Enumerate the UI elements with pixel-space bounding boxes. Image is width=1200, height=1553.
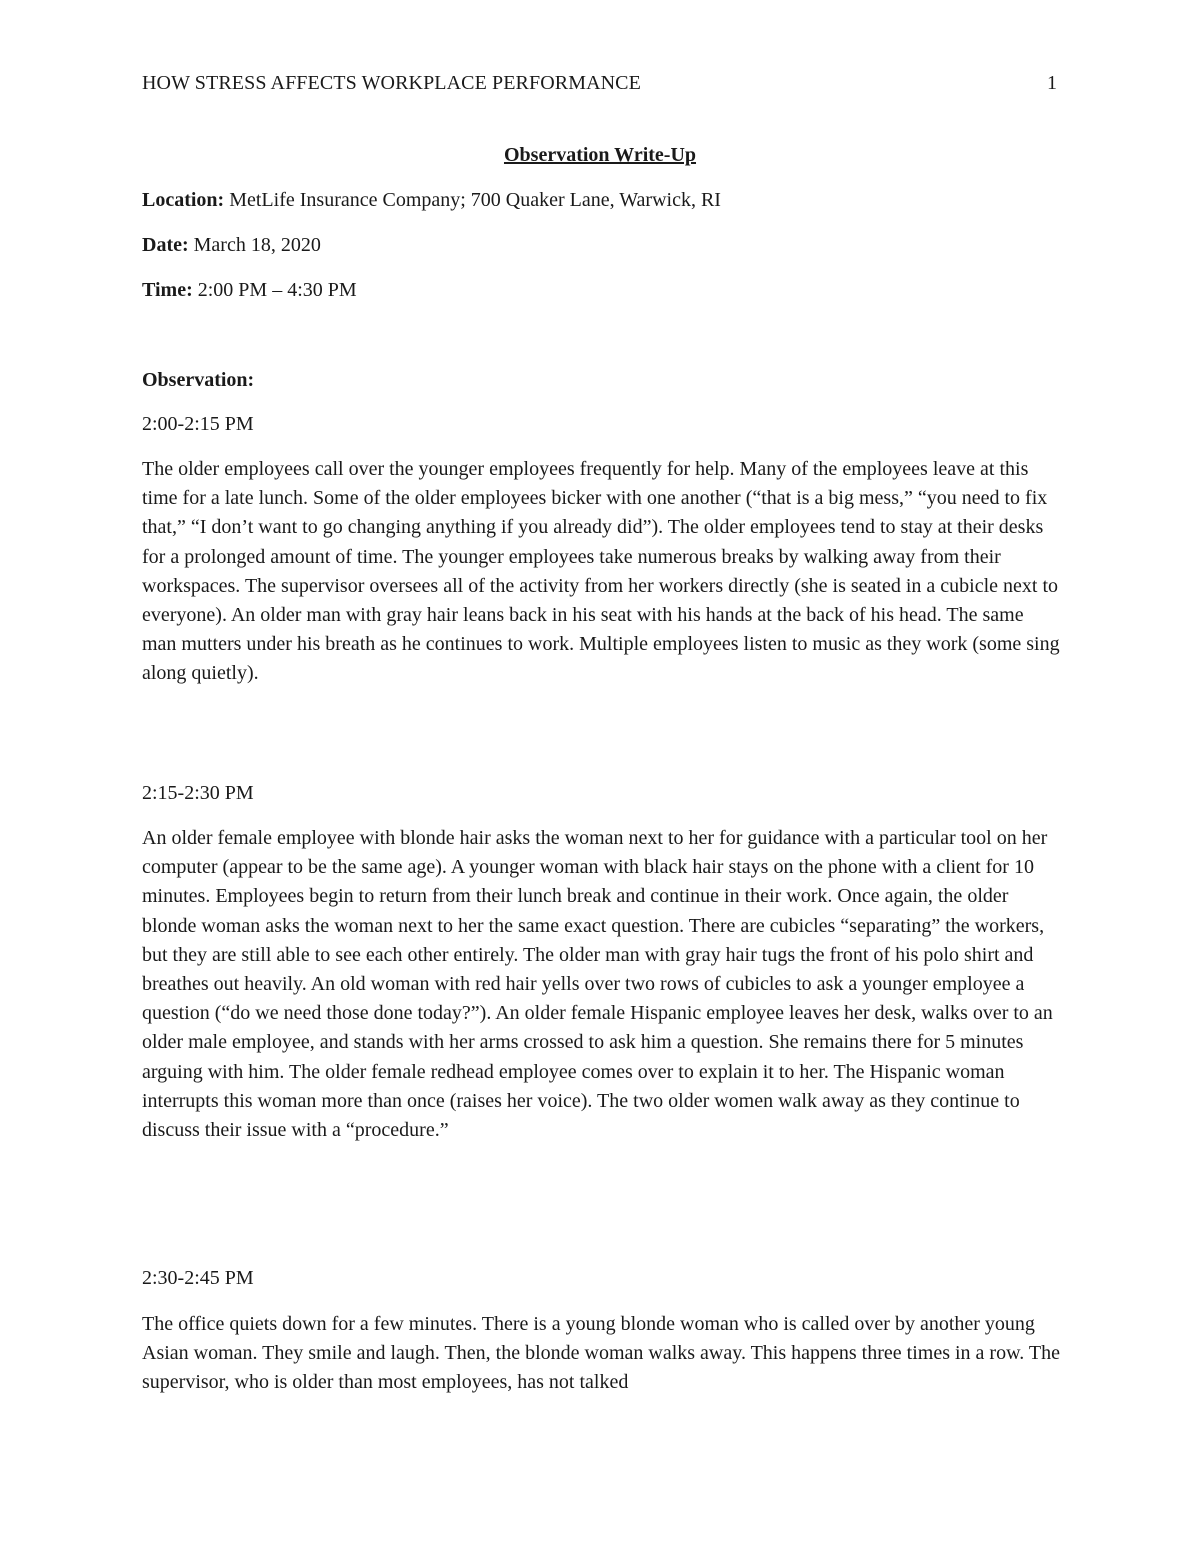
date-label: Date: [142,234,189,256]
entry-paragraph: The older employees call over the younger employees frequently for help. Many of the employees leave at this time for a late lunch. Some of the older employees bicker with one another (“that is a big mess,” “you need to fix that,” “I don’t want to go changing anything if you already did”). The older employees tend to stay at their desks for a prolonged amount of time. The younger employees take numerous breaks by walking away from their workspaces. The supervisor oversees all of the activity from her workers directly (she is seated in a cubicle next to everyone). An older man with gray hair leans back in his seat with his hands at the back of his head. The same man mutters under his breath as he continues to work. Multiple employees listen to music as they work (some sing along quietly). [142,458,1060,685]
location-value: MetLife Insurance Company; 700 Quaker Lane, Warwick, RI [229,189,721,211]
location-line [142,189,721,212]
observation-heading: Observation: [142,369,255,391]
entry-paragraph: An older female employee with blonde hair asks the woman next to her for guidance with a particular tool on her computer (appear to be the same age). A younger woman with black hair stays on the phone with a client for 10 minutes. Employees begin to return from their lunch break and continue in their work. Once again, the older blonde woman asks the woman next to her the same exact question. There are cubicles “separating” the workers, but they are still able to see each other entirely. The older man with gray hair tugs the front of his polo shirt and breathes out heavily. An old woman with red hair yells over two rows of cubicles to ask a younger employee a question (“do we need those done today?”). An older female Hispanic employee leaves her desk, walks over to an older male employee, and stands with her arms crossed to ask him a question. She remains there for 5 minutes arguing with him. The older female redhead employee comes over to explain it to her. The Hispanic woman interrupts this woman more than once (raises her voice). The two older women walk away as they continue to discuss their issue with a “procedure.” [142,827,1053,1142]
entry-time-heading: 2:00-2:15 PM [142,413,254,435]
time-line [142,279,357,302]
location-label: Location: [142,189,225,211]
entry-time-heading: 2:15-2:30 PM [142,782,254,804]
entry-paragraph: The office quiets down for a few minutes. There is a young blonde woman who is called over by another young Asian woman. They smile and laugh. Then, the blonde woman walks away. This happens three times in a row. The supervisor, who is older than most employees, has not talked [142,1313,1060,1394]
entry-time-heading: 2:30-2:45 PM [142,1267,254,1289]
time-label: Time: [142,279,193,301]
running-head: HOW STRESS AFFECTS WORKPLACE PERFORMANCE [142,72,641,94]
document-title: Observation Write-Up [503,144,697,166]
date-value: March 18, 2020 [193,234,321,256]
date-line [142,234,321,257]
time-value: 2:00 PM – 4:30 PM [197,279,357,301]
page-number: 1 [1047,72,1057,94]
